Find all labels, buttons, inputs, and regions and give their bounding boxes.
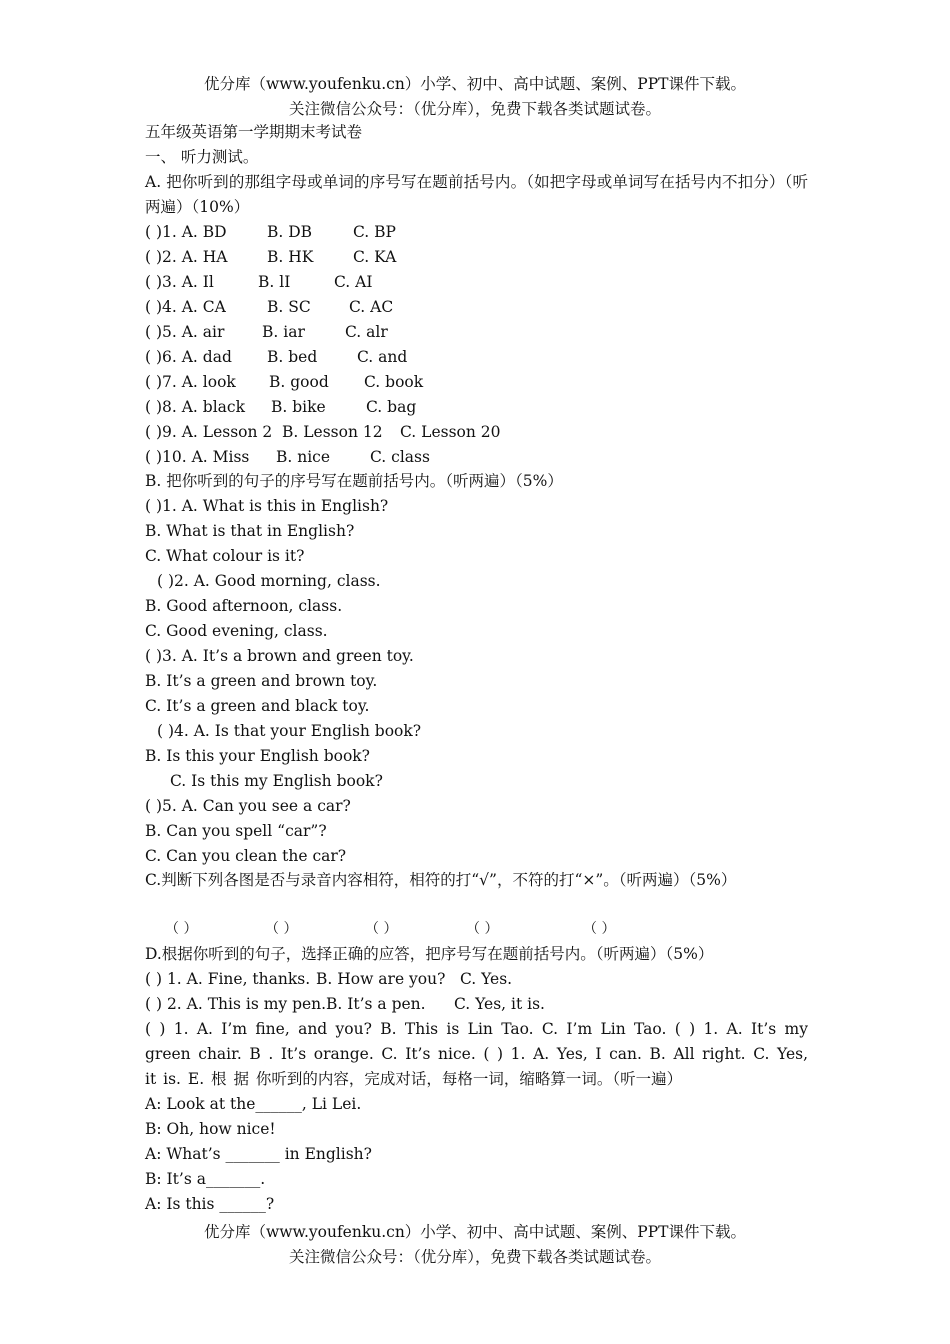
part-b-line: ( )1. A. What is this in English? (145, 497, 389, 515)
part-b-line: B. What is that in English? (145, 522, 355, 540)
part-a-item-7: ( )7. A. look B. good C. book (145, 373, 424, 391)
part-e-line: A: What’s _______ in English? (145, 1145, 372, 1163)
part-a-instruction: A. 把你听到的那组字母或单词的序号写在题前括号内。（如把字母或单词写在括号内不扣分）（听两遍）（10%） (145, 173, 808, 216)
part-a-item-3: ( )3. A. Il B. lI C. AI (145, 273, 373, 291)
part-b-line: B. Is this your English book? (145, 747, 370, 765)
answer-paren: （ ） (265, 921, 298, 937)
part-b-line: B. Can you spell “car”? (145, 822, 327, 840)
section-heading-listening: 一、 听力测试。 (145, 148, 259, 166)
part-b-line: C. Is this my English book? (170, 772, 383, 790)
part-a-item-4: ( )4. A. CA B. SC C. AC (145, 298, 394, 316)
document-title: 五年级英语第一学期期末考试卷 (145, 123, 363, 141)
part-b-line: ( )4. A. Is that your English book? (157, 722, 422, 740)
part-c-instruction: C.判断下列各图是否与录音内容相符，相符的打“√”，不符的打“×”。（听两遍）（5%） (145, 871, 737, 889)
part-b-line: B. It’s a green and brown toy. (145, 672, 378, 690)
footer-line-2: 关注微信公众号：（优分库），免费下载各类试题试卷。 (288, 1248, 661, 1266)
part-a-item-10: ( )10. A. Miss B. nice C. class (145, 448, 430, 466)
part-e-line: B: It’s a_______. (145, 1170, 266, 1188)
part-b-line: C. It’s a green and black toy. (145, 697, 370, 715)
part-b-line: ( )3. A. It’s a brown and green toy. (145, 647, 414, 665)
part-d-item-1: ( ) 1. A. Fine, thanks. B. How are you? C. Yes. (145, 970, 513, 988)
answer-paren: （ ） (583, 921, 616, 937)
part-d-instruction: D.根据你听到的句子，选择正确的应答，把序号写在题前括号内。（听两遍）（5%） (145, 945, 714, 963)
part-b-instruction: B. 把你听到的句子的序号写在题前括号内。（听两遍）（5%） (145, 472, 563, 490)
part-d-item-2: ( ) 2. A. This is my pen.B. It’s a pen. C. Yes, it is. (145, 995, 545, 1013)
part-a-item-1: ( )1. A. BD B. DB C. BP (145, 223, 396, 241)
header-line-2: 关注微信公众号：（优分库），免费下载各类试题试卷。 (288, 100, 661, 118)
part-b-line: B. Good afternoon, class. (145, 597, 343, 615)
answer-paren: （ ） (165, 921, 198, 937)
answer-paren: （ ） (365, 921, 398, 937)
part-a-item-6: ( )6. A. dad B. bed C. and (145, 348, 408, 366)
part-a-item-5: ( )5. A. air B. iar C. alr (145, 323, 388, 341)
part-c-answer-row (145, 917, 808, 942)
part-b-line: ( )5. A. Can you see a car? (145, 797, 351, 815)
part-e-line: A: Is this ______? (145, 1195, 275, 1213)
part-a-item-9: ( )9. A. Lesson 2 B. Lesson 12 C. Lesson 20 (145, 423, 501, 441)
part-b-line: C. Can you clean the car? (145, 847, 347, 865)
part-b-line: C. What colour is it? (145, 547, 305, 565)
part-e-line: A: Look at the______, Li Lei. (145, 1095, 362, 1113)
part-d-paragraph: ( ) 1. A. I’m fine, and you? B. This is Lin Tao. C. I’m Lin Tao. ( ) 1. A. It’s my green chair. B . It’s orange. C. It’s nice. ( ) 1. A. Yes, I can. B. All right. C. Yes, it is. E. 根 据 你听到的内容，完成对话，每格一词，缩略算一词。（听一遍） (145, 1020, 808, 1088)
part-a-item-2: ( )2. A. HA B. HK C. KA (145, 248, 397, 266)
part-e-line: B: Oh, how nice! (145, 1120, 276, 1138)
answer-paren: （ ） (466, 921, 499, 937)
part-b-line: C. Good evening, class. (145, 622, 328, 640)
header-line-1: 优分库（www.youfenku.cn）小学、初中、高中试题、案例、PPT课件下载。 (203, 75, 747, 93)
part-b-line: ( )2. A. Good morning, class. (157, 572, 381, 590)
part-a-item-8: ( )8. A. black B. bike C. bag (145, 398, 417, 416)
footer-line-1: 优分库（www.youfenku.cn）小学、初中、高中试题、案例、PPT课件下载。 (203, 1223, 747, 1241)
